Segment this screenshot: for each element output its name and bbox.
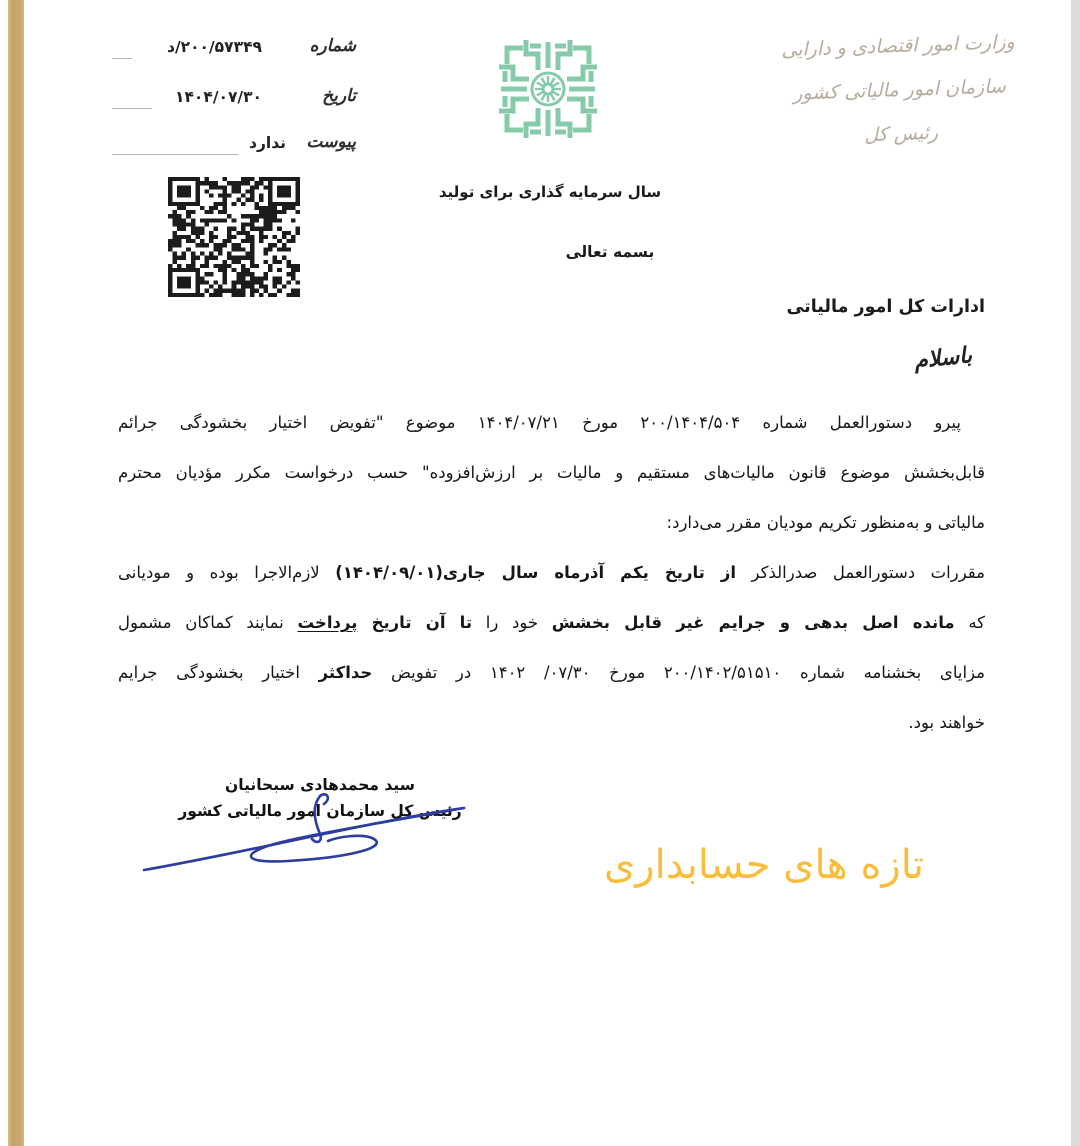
ministry-name: وزارت امور اقتصادی و دارایی — [780, 30, 1016, 62]
rule-line — [112, 58, 132, 59]
number-value: ۲۰۰/۵۷۳۴۹/د — [167, 38, 262, 56]
body-line-7: خواهند بود. — [908, 713, 985, 732]
body-line-4: مقررات دستورالعمل صدرالذکر از تاریخ یکم آذرماه سال جاری(۱۴۰۴/۰۹/۰۱) لازم‌الاجرا بوده و مودیانی — [118, 563, 985, 582]
body-line-1: پیرو دستورالعمل شماره ۲۰۰/۱۴۰۴/۵۰۴ مورخ ۱۴۰۴/۰۷/۲۱ موضوع "تفویض اختیار بخشودگی جرائم — [118, 413, 961, 432]
meta-block — [110, 30, 362, 165]
body-line-2: قابل‌بخشش موضوع قانون مالیات‌های مستقیم و مالیات بر ارزش‌افزوده" حسب درخواست مکرر مؤدیان محترم — [118, 463, 985, 482]
recipient-heading: ادارات کل امور مالیاتی — [786, 297, 985, 317]
ministry-letterhead — [775, 20, 1024, 160]
page-right-edge-stripe — [1071, 0, 1080, 1146]
logo-slogan: سال سرمایه گذاری برای تولید — [438, 183, 662, 201]
page-left-edge-stripe — [8, 0, 24, 1146]
body-line-6: مزایای بخشنامه شماره ۲۰۰/۱۴۰۲/۵۱۵۱۰ مورخ ۰۷/۳۰/ ۱۴۰۲ در تفویض حداکثر اختیار بخشودگی جرایم — [118, 663, 985, 682]
signer-name: سید محمدهادی سبحانیان — [225, 776, 415, 794]
number-label: شماره — [309, 36, 356, 56]
basmala-text: بسمه تعالی — [565, 243, 655, 261]
tax-administration-emblem-icon — [483, 24, 613, 154]
signer-title: رئیس کل سازمان امور مالیاتی کشور — [178, 802, 462, 820]
letter-body — [118, 398, 985, 748]
body-line-3: مالیاتی و به‌منظور تکریم مودیان مقرر می‌دارد: — [666, 513, 985, 532]
meta-row-attachment — [110, 132, 362, 162]
qr-code — [168, 177, 300, 297]
body-line-5: که مانده اصل بدهی و جرایم غیر قابل بخشش خود را تا آن تاریخ پرداخت نمایند کماکان مشمول — [118, 613, 985, 632]
rule-line — [112, 154, 238, 155]
meta-row-date — [110, 86, 362, 116]
salutation-handwriting: باسلام — [912, 343, 974, 374]
emblem-icon — [483, 24, 613, 154]
date-label: تاریخ — [322, 86, 356, 106]
organization-name: سازمان امور مالیاتی کشور — [792, 75, 1007, 105]
attachment-value: ندارد — [249, 134, 286, 152]
signature-stroke-icon — [138, 788, 472, 884]
watermark-text: تازه های حسابداری — [603, 842, 925, 888]
meta-row-number — [110, 36, 362, 66]
attachment-label: پیوست — [306, 132, 356, 152]
rule-line — [112, 108, 152, 109]
signer-role: رئیس کل — [863, 121, 939, 147]
date-value: ۱۴۰۴/۰۷/۳۰ — [174, 88, 262, 106]
